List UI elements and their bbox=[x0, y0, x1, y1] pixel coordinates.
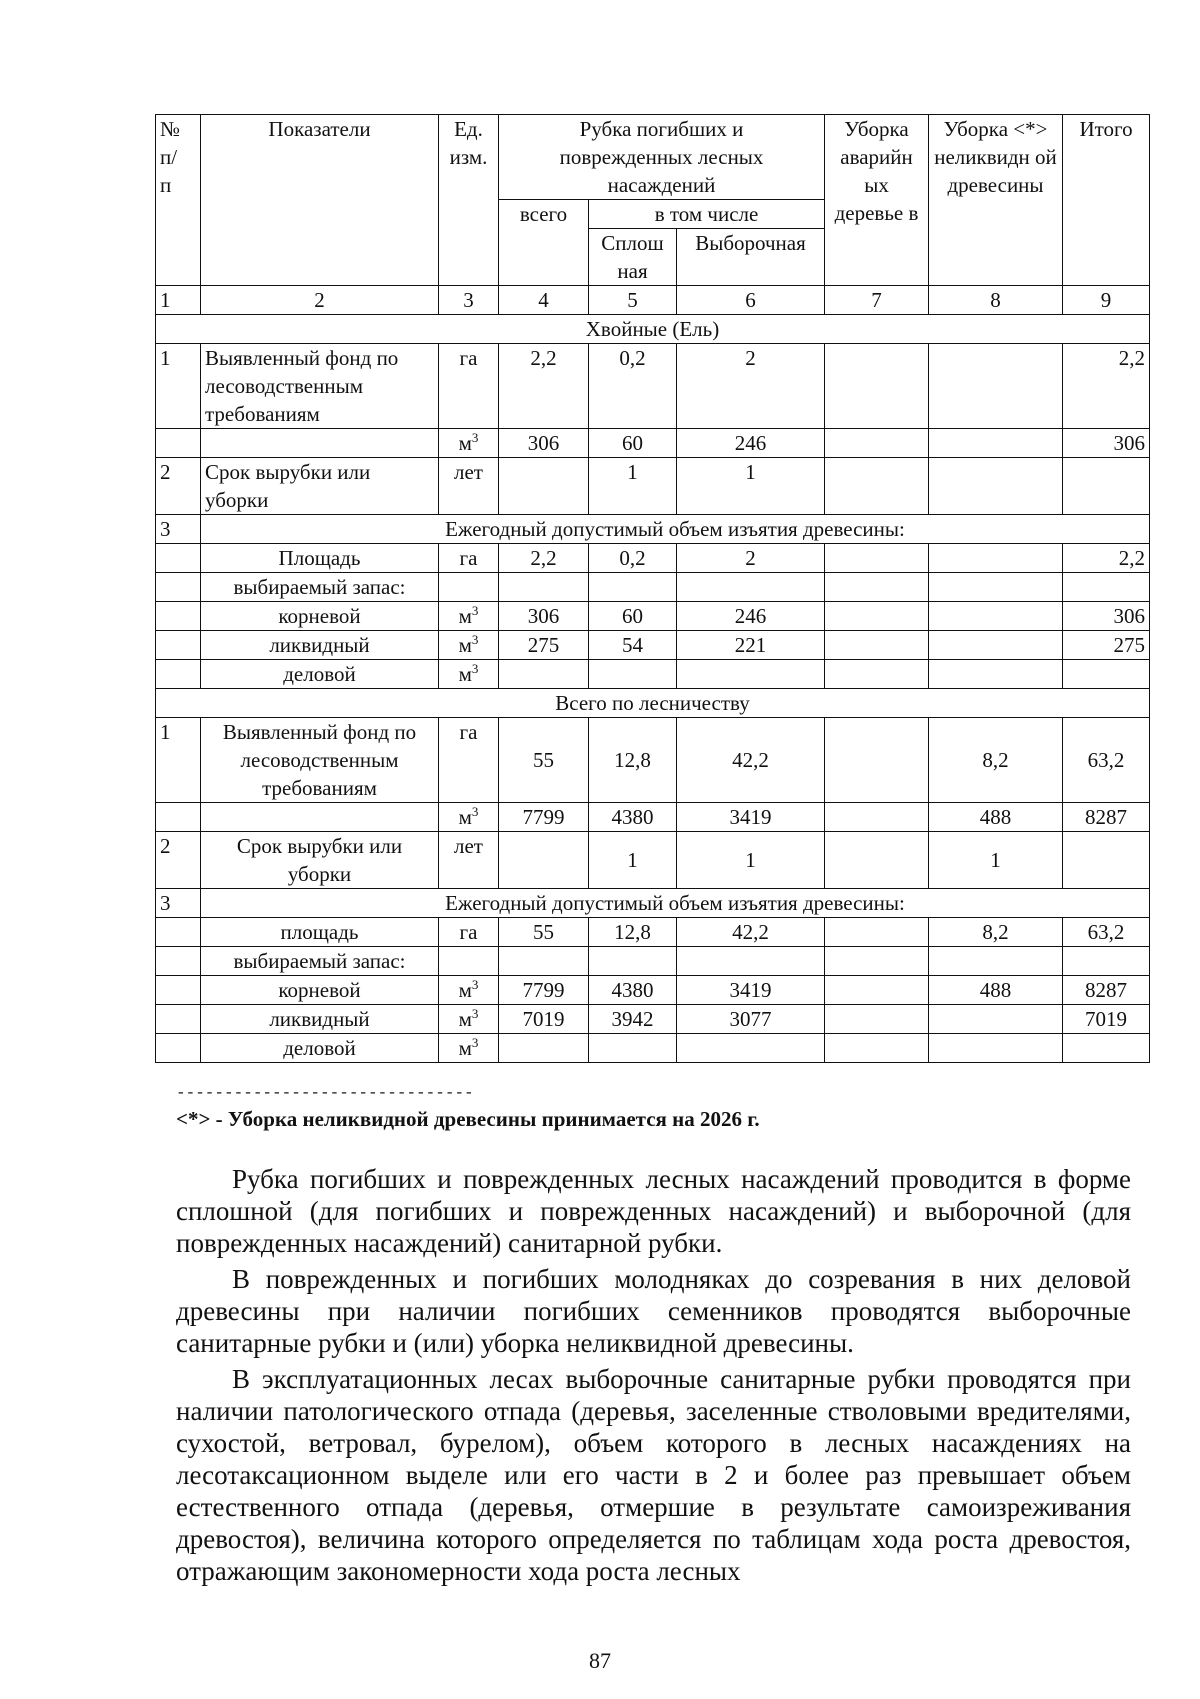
footnote: <*> - Уборка неликвидной древесины принимается на 2026 г. bbox=[176, 1107, 760, 1131]
table-row bbox=[156, 602, 1150, 631]
value-cell: 3419 bbox=[677, 976, 825, 1005]
value-cell: 55 bbox=[499, 918, 589, 947]
row-label: Выявленный фонд по лесоводственным требованиям bbox=[201, 718, 439, 803]
section-row bbox=[156, 315, 1150, 344]
value-cell: 275 bbox=[499, 631, 589, 660]
unit-cell: лет bbox=[439, 832, 499, 889]
value-cell: 1 bbox=[589, 832, 677, 889]
footnote-separator: ------------------------------- bbox=[176, 1084, 474, 1102]
section-row bbox=[156, 689, 1150, 718]
value-cell: 2,2 bbox=[499, 544, 589, 573]
row-label: Площадь bbox=[201, 544, 439, 573]
unit-cell: га bbox=[439, 718, 499, 803]
table-row bbox=[156, 660, 1150, 689]
unit-cell: га bbox=[439, 918, 499, 947]
value-cell: 2,2 bbox=[1063, 344, 1150, 429]
forest-felling-table bbox=[155, 114, 1150, 1063]
value-cell: 8287 bbox=[1063, 976, 1150, 1005]
col-header-emergency: Уборка аварийн ых деревье в bbox=[825, 115, 929, 286]
value-cell: 12,8 bbox=[589, 718, 677, 803]
unit-cell: лет bbox=[439, 458, 499, 515]
table-row bbox=[156, 344, 1150, 429]
value-cell: 488 bbox=[929, 976, 1063, 1005]
unit-cell: $м^3$ bbox=[439, 429, 499, 458]
unit-cell: $м^3$ bbox=[439, 976, 499, 1005]
value-cell: 7019 bbox=[499, 1005, 589, 1034]
value-cell: 3077 bbox=[677, 1005, 825, 1034]
body-text bbox=[176, 1163, 1131, 1591]
value-cell: 2 bbox=[677, 544, 825, 573]
col-num: 5 bbox=[589, 286, 677, 315]
row-no: 3 bbox=[156, 889, 201, 918]
table-row bbox=[156, 976, 1150, 1005]
page-number: 87 bbox=[589, 1648, 611, 1673]
row-no: 2 bbox=[156, 832, 201, 889]
value-cell: 54 bbox=[589, 631, 677, 660]
col-header-clear: Сплош ная bbox=[589, 229, 677, 286]
value-cell: 63,2 bbox=[1063, 718, 1150, 803]
col-num: 7 bbox=[825, 286, 929, 315]
unit-cell: $м^3$ bbox=[439, 1034, 499, 1063]
col-header-selective: Выборочная bbox=[677, 229, 825, 286]
value-cell: 488 bbox=[929, 803, 1063, 832]
unit-cell: га bbox=[439, 344, 499, 429]
unit-cell: $м^3$ bbox=[439, 631, 499, 660]
row-no: 1 bbox=[156, 718, 201, 803]
row-label: Срок вырубки или уборки bbox=[201, 832, 439, 889]
col-num: 8 bbox=[929, 286, 1063, 315]
value-cell: 3419 bbox=[677, 803, 825, 832]
row-label: Выявленный фонд по лесоводственным требованиям bbox=[201, 344, 439, 429]
section-title: Хвойные (Ель) bbox=[156, 315, 1150, 344]
col-header-unit: Ед. изм. bbox=[439, 115, 499, 286]
col-header-illiquid: Уборка <*> неликвидн ой древесины bbox=[929, 115, 1063, 286]
table-row bbox=[156, 918, 1150, 947]
value-cell: 63,2 bbox=[1063, 918, 1150, 947]
paragraph: Рубка погибших и поврежденных лесных насаждений проводится в форме сплошной (для погибших и поврежденных насаждений) и выборочной (для поврежденных насаждений) санитарной рубки. bbox=[176, 1164, 1131, 1258]
value-cell: 42,2 bbox=[677, 718, 825, 803]
col-num: 9 bbox=[1063, 286, 1150, 315]
value-cell bbox=[825, 344, 929, 429]
value-cell: 4380 bbox=[589, 803, 677, 832]
col-header-total: всего bbox=[499, 200, 589, 286]
row-label: корневой bbox=[201, 602, 439, 631]
row-no: 1 bbox=[156, 344, 201, 429]
table-row bbox=[156, 429, 1150, 458]
value-cell: 2,2 bbox=[499, 344, 589, 429]
col-num: 3 bbox=[439, 286, 499, 315]
row-label: ликвидный bbox=[201, 631, 439, 660]
row-label: ликвидный bbox=[201, 1005, 439, 1034]
value-cell: 306 bbox=[499, 429, 589, 458]
value-cell: 3942 bbox=[589, 1005, 677, 1034]
value-cell: 1 bbox=[677, 832, 825, 889]
value-cell: 60 bbox=[589, 429, 677, 458]
table-row bbox=[156, 889, 1150, 918]
value-cell: 2 bbox=[677, 344, 825, 429]
col-num: 4 bbox=[499, 286, 589, 315]
value-cell: 306 bbox=[499, 602, 589, 631]
row-label: деловой bbox=[201, 1034, 439, 1063]
value-cell: 1 bbox=[929, 832, 1063, 889]
value-cell: 1 bbox=[589, 458, 677, 515]
table-row bbox=[156, 544, 1150, 573]
col-header-itogo: Итого bbox=[1063, 115, 1150, 286]
row-label: выбираемый запас: bbox=[201, 573, 439, 602]
row-label: площадь bbox=[201, 918, 439, 947]
value-cell: 2,2 bbox=[1063, 544, 1150, 573]
value-cell: 221 bbox=[677, 631, 825, 660]
value-cell: 12,8 bbox=[589, 918, 677, 947]
row-no: 2 bbox=[156, 458, 201, 515]
value-cell: 42,2 bbox=[677, 918, 825, 947]
value-cell: 60 bbox=[589, 602, 677, 631]
row-no: 3 bbox=[156, 515, 201, 544]
section-title: Всего по лесничеству bbox=[156, 689, 1150, 718]
col-num: 6 bbox=[677, 286, 825, 315]
paragraph: В эксплуатационных лесах выборочные санитарные рубки проводятся при наличии патологического отпада (деревья, заселенные стволовыми вредителями, сухостой, ветровал, бурелом), объем которого в лесных насаждениях на лесотаксационном выделе или его части в 2 и более раз превышает объем естественного отпада (деревья, отмершие в результате самоизреживания древостоя), величина которого определяется по таблицам хода роста древостоя, отражающим закономерности хода роста лесных bbox=[176, 1364, 1131, 1586]
col-header-indicators: Показатели bbox=[201, 115, 439, 286]
value-cell: 0,2 bbox=[589, 344, 677, 429]
unit-cell: $м^3$ bbox=[439, 1005, 499, 1034]
value-cell: 8287 bbox=[1063, 803, 1150, 832]
value-cell: 8,2 bbox=[929, 718, 1063, 803]
value-cell: 7799 bbox=[499, 976, 589, 1005]
table-row bbox=[156, 1034, 1150, 1063]
col-num: 2 bbox=[201, 286, 439, 315]
row-label: Ежегодный допустимый объем изъятия древесины: bbox=[201, 889, 1150, 918]
table-row bbox=[156, 832, 1150, 889]
value-cell: 246 bbox=[677, 602, 825, 631]
column-numbers-row bbox=[156, 286, 1150, 315]
table-row bbox=[156, 458, 1150, 515]
unit-cell: га bbox=[439, 544, 499, 573]
value-cell: 55 bbox=[499, 718, 589, 803]
row-label: Ежегодный допустимый объем изъятия древесины: bbox=[201, 515, 1150, 544]
unit-cell: $м^3$ bbox=[439, 602, 499, 631]
col-header-no: № п/ п bbox=[156, 115, 201, 286]
col-header-in-that: в том числе bbox=[589, 200, 825, 229]
paragraph: В поврежденных и погибших молодняках до созревания в них деловой древесины при наличии погибших семенников проводятся выборочные санитарные рубки и (или) уборка неликвидной древесины. bbox=[176, 1264, 1131, 1358]
table-row bbox=[156, 573, 1150, 602]
header-row bbox=[156, 115, 1150, 200]
table-row bbox=[156, 947, 1150, 976]
col-num: 1 bbox=[156, 286, 201, 315]
table-row bbox=[156, 515, 1150, 544]
table-row bbox=[156, 718, 1150, 803]
value-cell: 4380 bbox=[589, 976, 677, 1005]
value-cell: 8,2 bbox=[929, 918, 1063, 947]
value-cell: 7019 bbox=[1063, 1005, 1150, 1034]
unit-cell: $м^3$ bbox=[439, 803, 499, 832]
value-cell: 306 bbox=[1063, 602, 1150, 631]
value-cell: 0,2 bbox=[589, 544, 677, 573]
table-row bbox=[156, 803, 1150, 832]
table-row bbox=[156, 631, 1150, 660]
unit-cell: $м^3$ bbox=[439, 660, 499, 689]
row-label: выбираемый запас: bbox=[201, 947, 439, 976]
value-cell: 275 bbox=[1063, 631, 1150, 660]
row-label: деловой bbox=[201, 660, 439, 689]
value-cell bbox=[929, 344, 1063, 429]
table-row bbox=[156, 1005, 1150, 1034]
value-cell: 1 bbox=[677, 458, 825, 515]
row-label: корневой bbox=[201, 976, 439, 1005]
col-header-felling: Рубка погибших и поврежденных лесных насаждений bbox=[499, 115, 825, 200]
value-cell: 246 bbox=[677, 429, 825, 458]
row-label: Срок вырубки или уборки bbox=[201, 458, 439, 515]
value-cell: 7799 bbox=[499, 803, 589, 832]
value-cell: 306 bbox=[1063, 429, 1150, 458]
